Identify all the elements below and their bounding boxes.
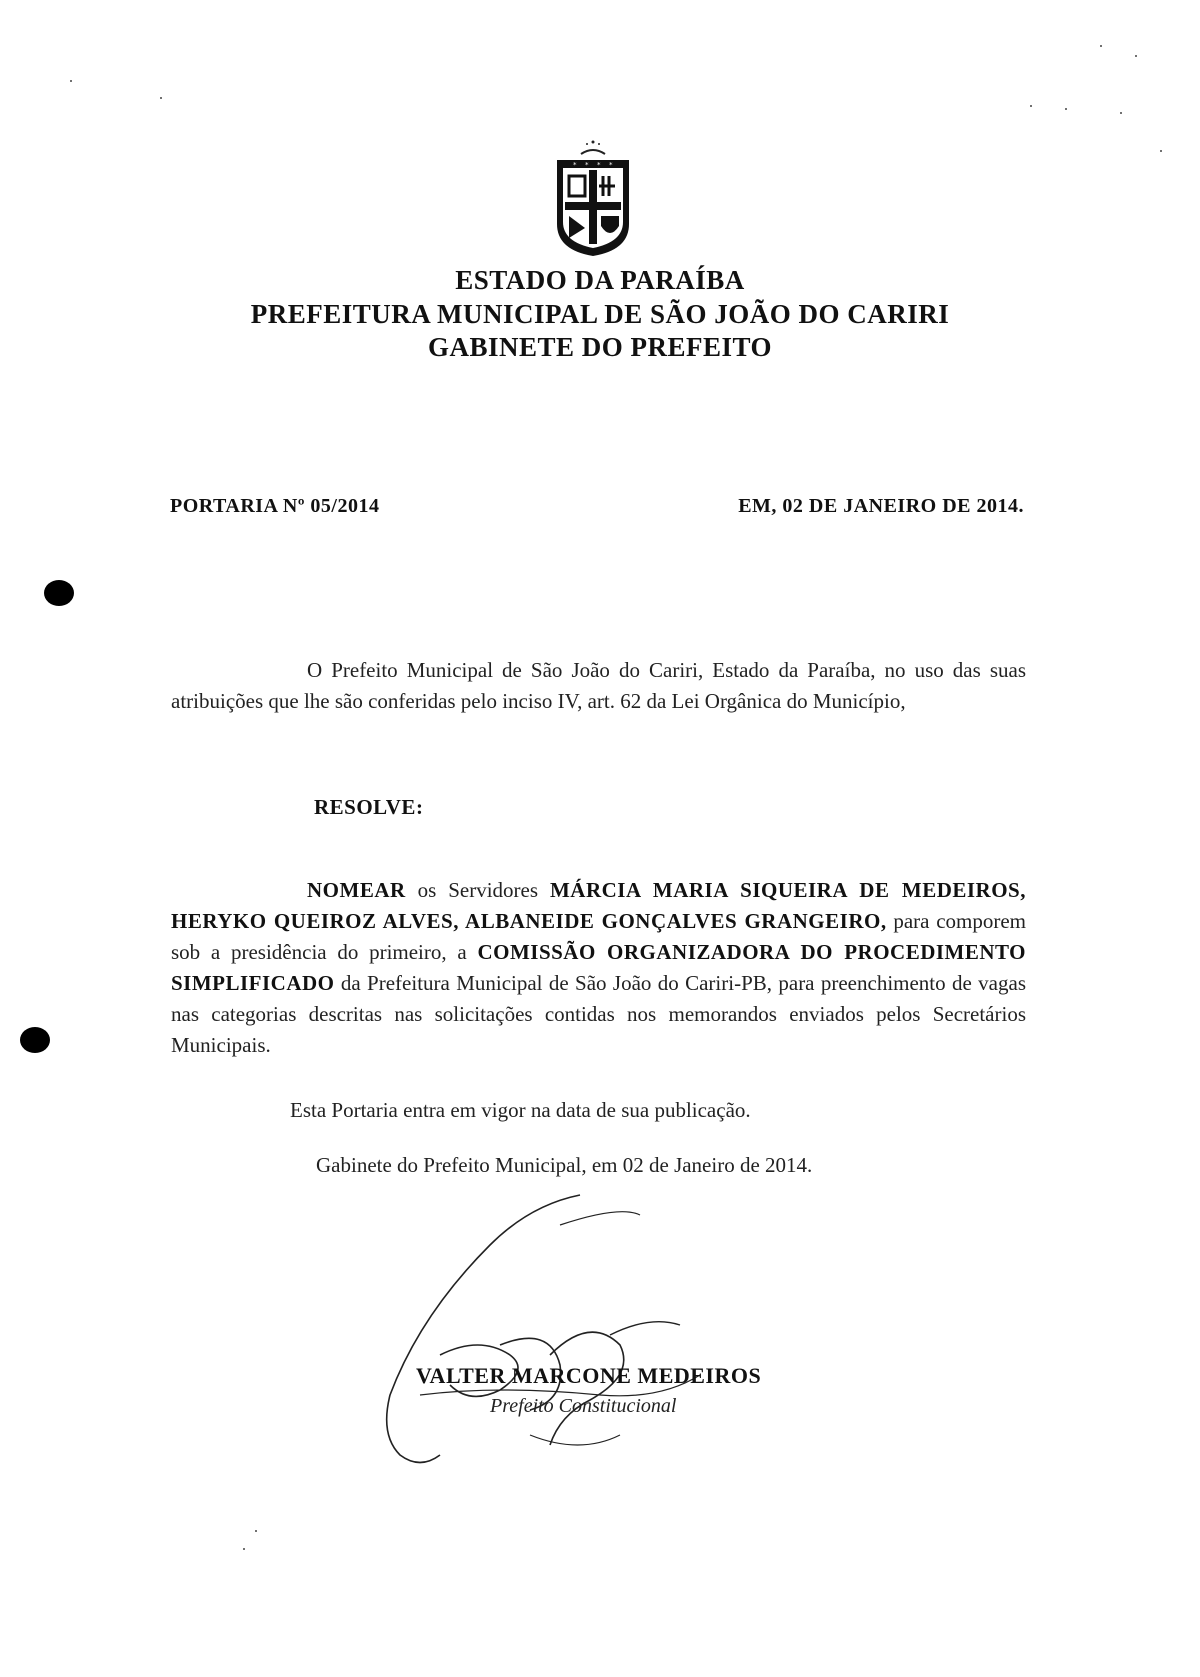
scan-speck: [243, 1548, 245, 1550]
svg-text:*: *: [609, 161, 613, 169]
punch-hole-mark: [44, 580, 74, 606]
vigor-paragraph: Esta Portaria entra em vigor na data de sua publicação.: [290, 1098, 751, 1122]
commission-name: COMISSÃO ORGANIZADORA DO PROCEDIMENTO SIMPLIFICADO: [171, 940, 1027, 995]
nomear-text-1: os Servidores: [405, 878, 550, 902]
scan-speck: [255, 1530, 257, 1532]
portaria-number: PORTARIA Nº 05/2014: [170, 495, 380, 517]
resolve-heading: RESOLVE:: [314, 795, 424, 819]
scan-speck: [1030, 105, 1032, 107]
intro-paragraph: [171, 655, 1026, 717]
scan-speck: [160, 97, 162, 99]
scan-speck: [1135, 55, 1137, 57]
appointee-names: MÁRCIA MARIA SIQUEIRA DE MEDEIROS, HERYKO QUEIROZ ALVES, ALBANEIDE GONÇALVES GRANGEIRO,: [171, 878, 1026, 933]
signer-role: Prefeito Constitucional: [490, 1395, 677, 1417]
closing-paragraph: Gabinete do Prefeito Municipal, em 02 de Janeiro de 2014.: [316, 1153, 813, 1177]
intro-text: O Prefeito Municipal de São João do Cariri, Estado da Paraíba, no uso das suas atribuições que lhe são conferidas pelo inciso IV, art. 62 da Lei Orgânica do Município,: [171, 658, 1026, 713]
header-state: ESTADO DA PARAÍBA: [455, 265, 745, 295]
handwritten-signature: [380, 1185, 780, 1475]
nomear-text-2: para comporem sob a presidência do primeiro, a: [171, 909, 1026, 964]
portaria-date: EM, 02 DE JANEIRO DE 2014.: [738, 495, 1024, 517]
scan-speck: [1065, 108, 1067, 110]
nomear-text-3: da Prefeitura Municipal de São João do Cariri-PB, para preenchimento de vagas nas categorias descritas nas solicitações contidas nos memorandos enviados pelos Secretários Municipais.: [171, 971, 1026, 1057]
scan-speck: [1100, 45, 1102, 47]
signer-name: VALTER MARCONE MEDEIROS: [416, 1363, 762, 1388]
header-prefecture: PREFEITURA MUNICIPAL DE SÃO JOÃO DO CARIRI: [250, 299, 950, 329]
scan-speck: [1160, 150, 1162, 152]
header-office: GABINETE DO PREFEITO: [427, 332, 773, 362]
svg-text:*: *: [573, 161, 577, 169]
svg-text:*: *: [585, 161, 589, 169]
svg-text:*: *: [597, 161, 601, 169]
scan-speck: [70, 80, 72, 82]
punch-hole-mark: [20, 1027, 50, 1053]
nomear-paragraph: [171, 875, 1026, 1061]
coat-of-arms-emblem: [553, 138, 633, 258]
nomear-lead: NOMEAR: [307, 878, 406, 902]
scan-speck: [1120, 112, 1122, 114]
